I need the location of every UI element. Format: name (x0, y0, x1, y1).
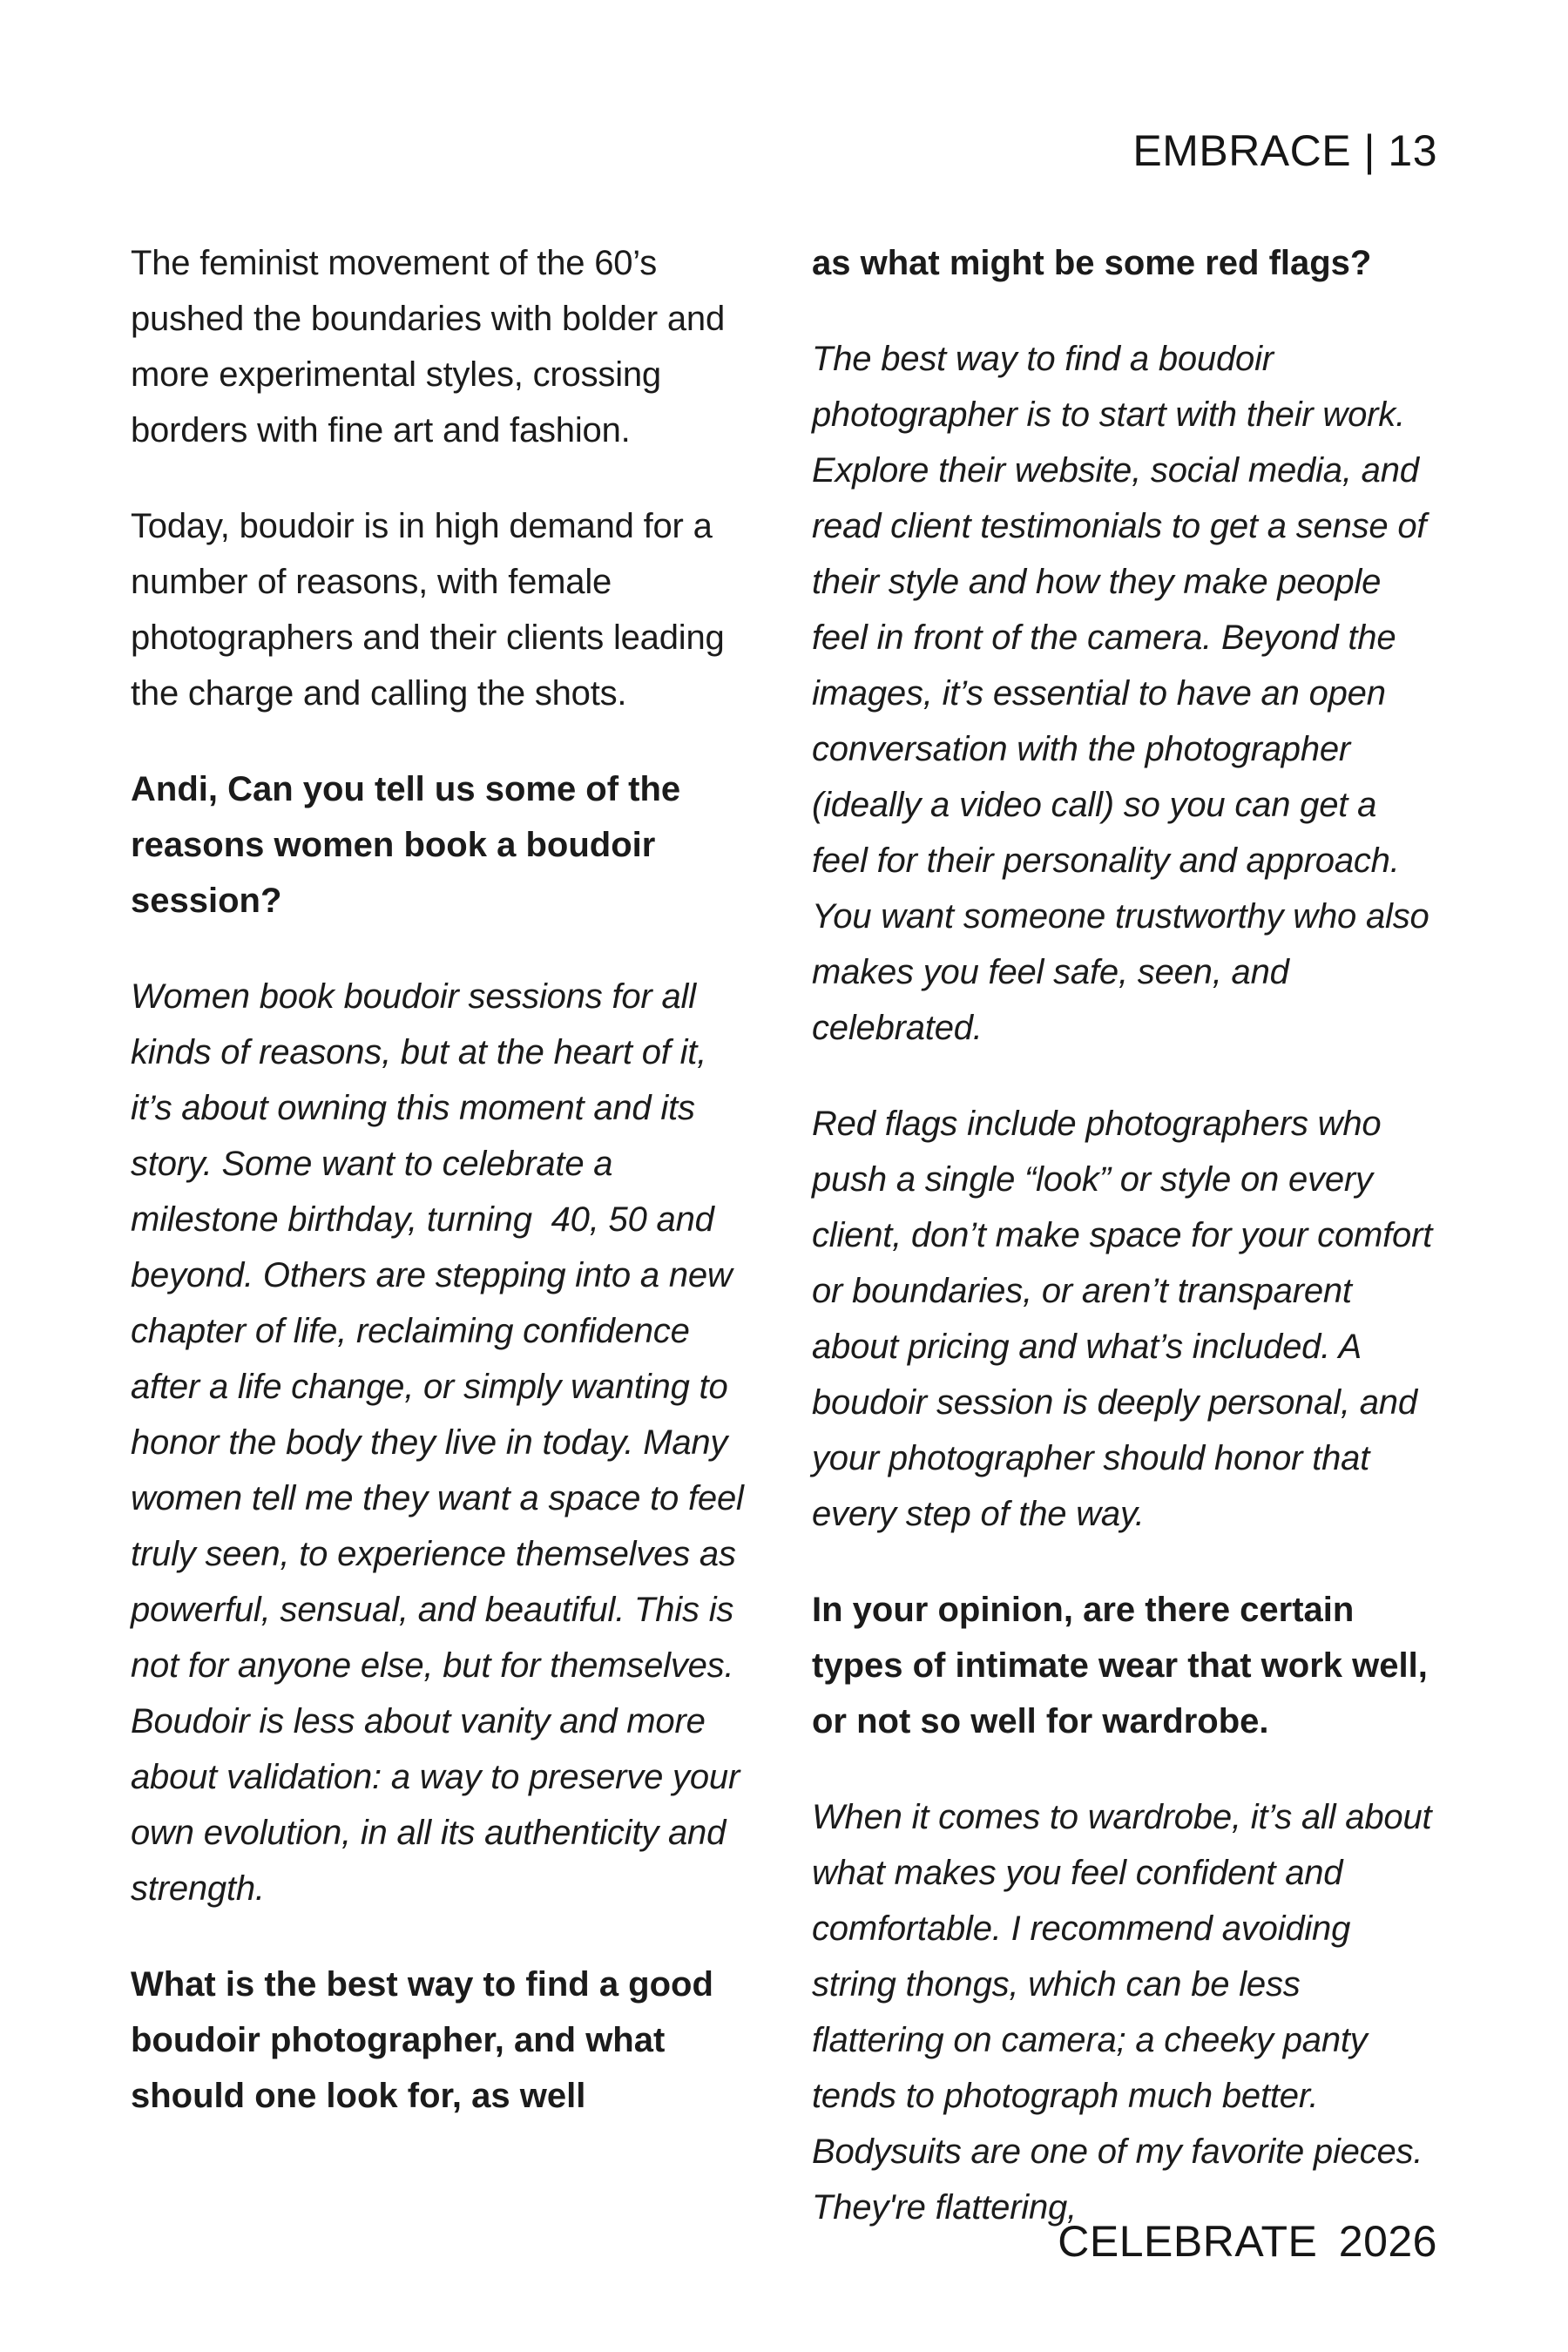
answer-paragraph: When it comes to wardrobe, it’s all about what makes you feel confident and comfortable. I recommend avoiding string thongs, which can be less flattering on camera; a cheeky panty tends to photograph much better. Bodysuits are one of my favorite pieces. They're flattering, (812, 1798, 1442, 2227)
answer-paragraph: Red flags include photographers who push a single “look” or style on every client, don’t make space for your comfort or boundaries, or aren’t transparent about pricing and what’s included. A boudoir session is deeply personal, and your photographer should honor that every step of the way. (812, 1105, 1443, 1533)
article-columns (131, 235, 1443, 2275)
question-paragraph-continuation: as what might be some red flags? (812, 244, 1372, 282)
right-column (812, 235, 1443, 2275)
magazine-title-page-number: EMBRACE | 13 (1132, 126, 1437, 175)
intro-paragraph: Today, boudoir is in high demand for a number of reasons, with female photographers and their clients leading the charge and calling the shots. (131, 507, 734, 713)
left-column (131, 235, 756, 2275)
page-header (131, 0, 1437, 221)
issue-theme-year: CELEBRATE 2026 (1058, 2217, 1437, 2266)
page-footer (973, 2171, 1437, 2312)
question-paragraph: What is the best way to find a good boudoir photographer, and what should one look for, as well (131, 1965, 724, 2115)
question-paragraph: In your opinion, are there certain types of intimate wear that work well, or not so well for wardrobe. (812, 1591, 1437, 1740)
question-paragraph: Andi, Can you tell us some of the reasons women book a boudoir session? (131, 770, 691, 920)
answer-paragraph: The best way to find a boudoir photographer is to start with their work. Explore their website, social media, and read client testimonials to get a sense of their style and how they make people feel in front of the camera. Beyond the images, it’s essential to have an open conversation with the photographer (ideally a video call) so you can get a feel for their personality and approach. You want someone trustworthy who also makes you feel safe, seen, and celebrated. (812, 340, 1439, 1047)
intro-paragraph: The feminist movement of the 60’s pushed the boundaries with bolder and more experimental styles, crossing borders with fine art and fashion. (131, 244, 734, 449)
answer-paragraph: Women book boudoir sessions for all kinds of reasons, but at the heart of it, it’s about owning this moment and its story. Some want to celebrate a milestone birthday, turning 40, 50 and beyond. Others are stepping into a new chapter of life, reclaiming confidence after a life change, or simply wanting to honor the body they live in today. Many women tell me they want a space to feel truly seen, to experience themselves as powerful, sensual, and beautiful. This is not for anyone else, but for themselves. Boudoir is less about vanity and more about validation: a way to preserve your own evolution, in all its authenticity and strength. (131, 977, 754, 1908)
